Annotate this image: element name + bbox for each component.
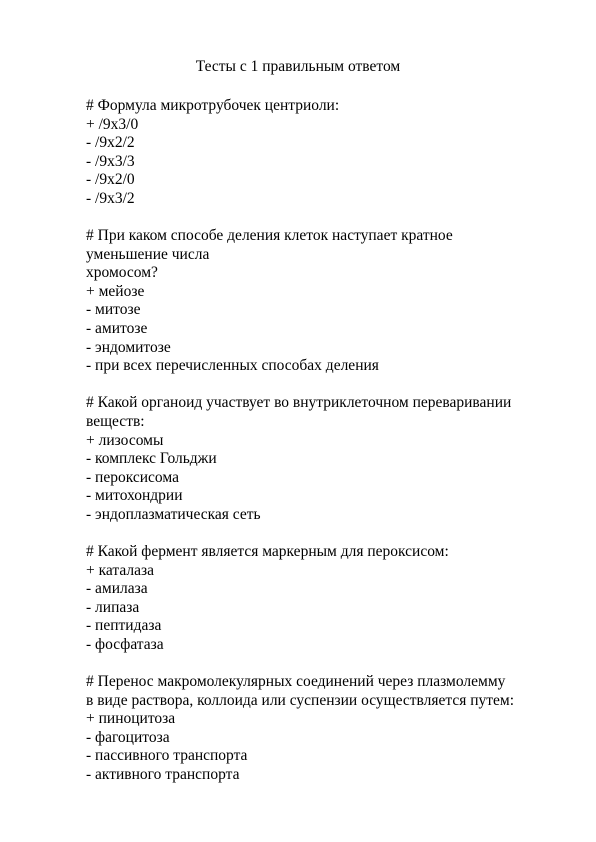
answer-option: - амитозе <box>86 320 148 338</box>
answer-option: - пассивного транспорта <box>86 747 248 765</box>
answer-option: - эндоплазматическая сеть <box>86 505 261 523</box>
question-text: хромосом? <box>86 264 158 282</box>
answer-option: - /9x3/3 <box>86 152 135 170</box>
question-2 <box>86 227 546 376</box>
question-3 <box>86 394 546 524</box>
answer-option: - фагоцитоза <box>86 728 170 746</box>
answer-option-correct: + лизосомы <box>86 431 164 449</box>
answer-option: - митохондрии <box>86 487 183 505</box>
answer-option: - фосфатаза <box>86 635 164 653</box>
answer-option: - амилаза <box>86 580 148 598</box>
question-text: уменьшение числа <box>86 245 210 263</box>
question-text: # Перенос макромолекулярных соединений через плазмолемму <box>86 673 506 691</box>
answer-option: - митозе <box>86 301 141 319</box>
question-text: # При каком способе деления клеток наступает кратное <box>86 227 453 245</box>
question-text: # Какой органоид участвует во внутриклеточном переваривании <box>86 394 512 412</box>
answer-option-correct: + каталаза <box>86 561 154 579</box>
question-text: # Формула микротрубочек центриоли: <box>86 97 340 114</box>
question-text: в виде раствора, коллоида или суспензии осуществляется путем: <box>86 691 515 709</box>
answer-option: - эндомитозе <box>86 338 171 356</box>
answer-option: - пероксисома <box>86 468 179 486</box>
answer-option-correct: + /9x3/0 <box>86 115 139 133</box>
question-4 <box>86 543 546 655</box>
question-1 <box>86 97 546 209</box>
questions-list <box>86 97 546 803</box>
answer-option: - /9x3/2 <box>86 189 135 207</box>
question-text: # Какой фермент является маркерным для пероксисом: <box>86 542 449 560</box>
question-text: веществ: <box>86 412 145 430</box>
answer-option: - /9x2/2 <box>86 134 135 152</box>
answer-option-correct: + мейозе <box>86 282 145 300</box>
answer-option-correct: + пиноцитоза <box>86 710 176 728</box>
answer-option: - при всех перечисленных способах деления <box>86 357 379 375</box>
answer-option: - /9x2/0 <box>86 171 135 189</box>
answer-option: - липаза <box>86 598 140 616</box>
answer-option: - активного транспорта <box>86 766 240 783</box>
document-title: Тесты с 1 правильным ответом <box>195 58 401 75</box>
answer-option: - комплекс Гольджи <box>86 450 217 468</box>
question-5 <box>86 673 546 785</box>
answer-option: - пептидаза <box>86 617 162 635</box>
